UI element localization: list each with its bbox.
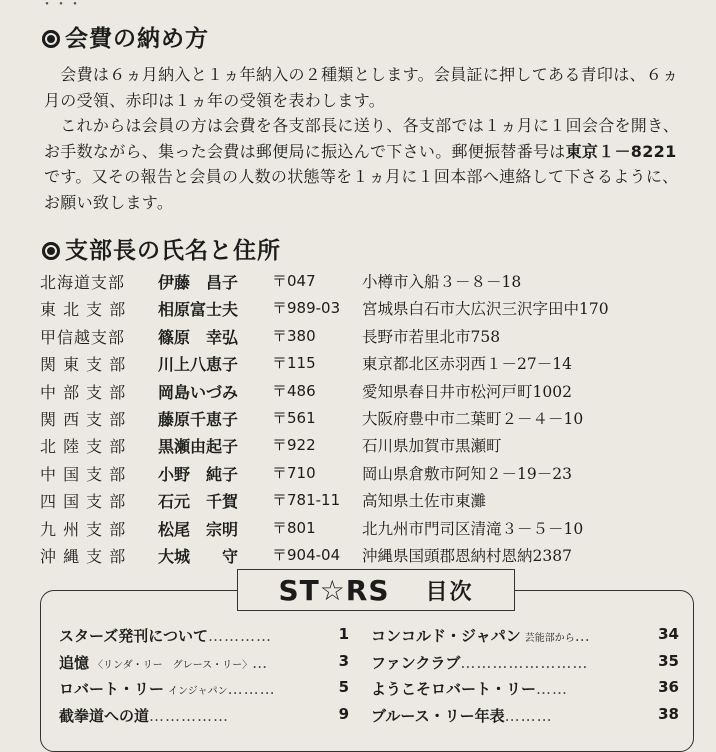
branch-name: 四 国 支 部	[40, 492, 127, 512]
branch-address: 長野市若里北市758	[362, 327, 501, 346]
branch-chief-name: 藤原千恵子	[158, 409, 239, 429]
toc-item-title: ロバート・リー	[59, 680, 165, 698]
toc-item-leader: …………	[207, 627, 272, 645]
toc-item[interactable]	[59, 625, 349, 652]
branch-address: 北九州市門司区清滝３－５－10	[362, 519, 584, 538]
branch-row	[40, 407, 700, 434]
branch-address: 愛知県春日井市松河戸町1002	[362, 382, 572, 401]
toc-item-subtitle: インジャパン	[168, 686, 228, 697]
branch-address: 沖縄県国頭郡恩納村恩納2387	[362, 546, 572, 565]
toc-item-leader: ……………………	[460, 653, 589, 672]
toc-item-title: スターズ発刊について	[59, 627, 208, 645]
branch-row	[40, 544, 700, 571]
branch-chief-name: 相原富士夫	[158, 300, 239, 320]
branch-address: 東京都北区赤羽西１－27－14	[362, 355, 572, 374]
bullet-icon	[42, 30, 60, 48]
postal-code: 〒047	[272, 272, 316, 290]
postal-code: 〒781-11	[272, 491, 341, 510]
branch-chief-name: 松尾 宗明	[158, 519, 239, 539]
toc-item-leader: …	[252, 653, 269, 672]
toc-item[interactable]	[59, 678, 349, 705]
branch-chief-name: 伊藤 昌子	[158, 273, 239, 292]
branch-chief-name: 大城 守	[158, 546, 239, 566]
branch-chief-name: 川上八恵子	[158, 355, 239, 375]
postal-code: 〒380	[272, 326, 316, 345]
branch-name: 関 東 支 部	[40, 355, 127, 375]
toc-item[interactable]	[371, 678, 679, 705]
toc-item-subtitle: 〈リンダ・リー グレース・リー〉	[93, 659, 253, 671]
toc-item-page: 34	[658, 625, 679, 643]
stars-logo: ST☆RS	[278, 573, 390, 607]
branch-name: 甲信越支部	[40, 327, 126, 347]
toc-left-column	[59, 625, 349, 731]
fee-paragraph-1: 会費は６ヵ月納入と１ヵ年納入の２種類とします。会員証に押してある青印は、６ヵ月の受領、赤印は１ヵ年の受領を表わします。	[44, 65, 679, 110]
toc-item-page: 5	[338, 678, 349, 696]
postal-code: 〒710	[272, 463, 316, 482]
top-fragment: ・・・	[40, 0, 82, 13]
postal-code: 〒922	[272, 436, 316, 455]
toc-item-title: 追憶	[59, 653, 90, 672]
postal-code: 〒561	[272, 408, 316, 427]
branch-name: 東 北 支 部	[40, 300, 127, 320]
branch-name: 中 部 支 部	[40, 382, 127, 402]
branch-row	[40, 517, 700, 544]
branch-row	[40, 297, 700, 324]
branch-heading-text: 支部長の氏名と住所	[65, 238, 281, 264]
toc-item-page: 9	[338, 704, 349, 723]
toc-title-box	[237, 569, 515, 611]
branch-chief-name: 石元 千賀	[158, 492, 239, 512]
branch-row	[40, 270, 700, 297]
toc-item-leader: …	[574, 627, 591, 645]
fee-paragraph-2-after: です。又その報告と会員の人数の状態等を１ヵ月に１回本部へ連絡して下さるように、お願い致します。	[44, 167, 679, 212]
toc-item[interactable]	[59, 705, 349, 732]
branch-row	[40, 462, 700, 489]
branch-address: 小樽市入船３－８－18	[362, 273, 522, 291]
branch-address: 高知県土佐市東灘	[362, 492, 487, 511]
toc-item[interactable]	[59, 652, 349, 679]
branch-chief-name: 篠原 幸弘	[158, 327, 239, 347]
toc-item-page: 3	[338, 651, 349, 670]
toc-item-subtitle: 芸能部から	[524, 633, 575, 644]
branch-row	[40, 325, 700, 352]
fee-heading-text: 会費の納め方	[65, 26, 209, 52]
branch-row	[40, 434, 700, 461]
branch-row	[40, 380, 700, 407]
toc-item-leader: ………	[227, 680, 276, 698]
toc-item-page: 36	[658, 678, 679, 696]
branch-address: 大阪府豊中市二葉町２－４－10	[362, 409, 584, 428]
toc-item-title: コンコルド・ジャパン	[371, 627, 521, 645]
branch-name: 沖 縄 支 部	[40, 546, 127, 566]
toc-item-page: 38	[658, 704, 679, 723]
fee-section-heading	[42, 20, 209, 53]
branch-name: 北海道支部	[40, 273, 126, 292]
branch-chief-name: 黒瀬由起子	[158, 437, 239, 457]
branch-list	[40, 270, 700, 571]
toc-item-title: 截拳道への道	[59, 706, 150, 725]
toc-item[interactable]	[371, 625, 679, 652]
branch-address: 宮城県白石市大広沢三沢字田中170	[362, 300, 609, 319]
branch-address: 石川県加賀市黒瀬町	[362, 437, 502, 456]
toc-title: 目次	[425, 579, 474, 605]
branch-address: 岡山県倉敷市阿知２－19－23	[362, 464, 572, 483]
toc-item-leader: ……………	[149, 706, 230, 725]
toc-item-leader: ………	[504, 706, 553, 725]
branch-row	[40, 489, 700, 516]
branch-name: 北 陸 支 部	[40, 437, 127, 457]
postal-account-number: 東京１－8221	[565, 141, 677, 161]
toc-item-title: ブルース・リー年表	[371, 706, 505, 725]
bullet-icon	[42, 242, 60, 260]
postal-code: 〒904-04	[272, 545, 341, 564]
postal-code: 〒801	[272, 518, 316, 537]
toc-item-title: ようこそロバート・リー	[371, 680, 537, 698]
branch-row	[40, 352, 700, 379]
branch-section-heading	[42, 232, 281, 265]
toc-item-title: ファンクラブ	[371, 653, 461, 672]
fee-paragraph-2-before: これからは会員の方は会費を各支部長に送り、各支部では１ヵ月に１回会合を開き、お手数ながら、集った会費は郵便局に振込んで下さい。郵便振替番号は	[44, 116, 680, 161]
branch-name: 中 国 支 部	[40, 464, 127, 484]
toc-item-page: 1	[338, 625, 349, 643]
branch-name: 九 州 支 部	[40, 519, 127, 539]
toc-item-page: 35	[658, 651, 679, 670]
postal-code: 〒115	[272, 354, 316, 373]
fee-paragraph-2	[44, 113, 684, 215]
table-of-contents	[40, 573, 694, 752]
branch-chief-name: 岡島いづみ	[158, 382, 239, 402]
postal-code: 〒486	[272, 381, 316, 400]
toc-right-column	[371, 625, 679, 731]
toc-item-leader: ……	[536, 680, 569, 698]
toc-item[interactable]	[371, 705, 679, 732]
toc-item[interactable]	[371, 652, 679, 679]
branch-name: 関 西 支 部	[40, 409, 127, 429]
postal-code: 〒989-03	[272, 299, 341, 318]
branch-chief-name: 小野 純子	[158, 464, 239, 484]
